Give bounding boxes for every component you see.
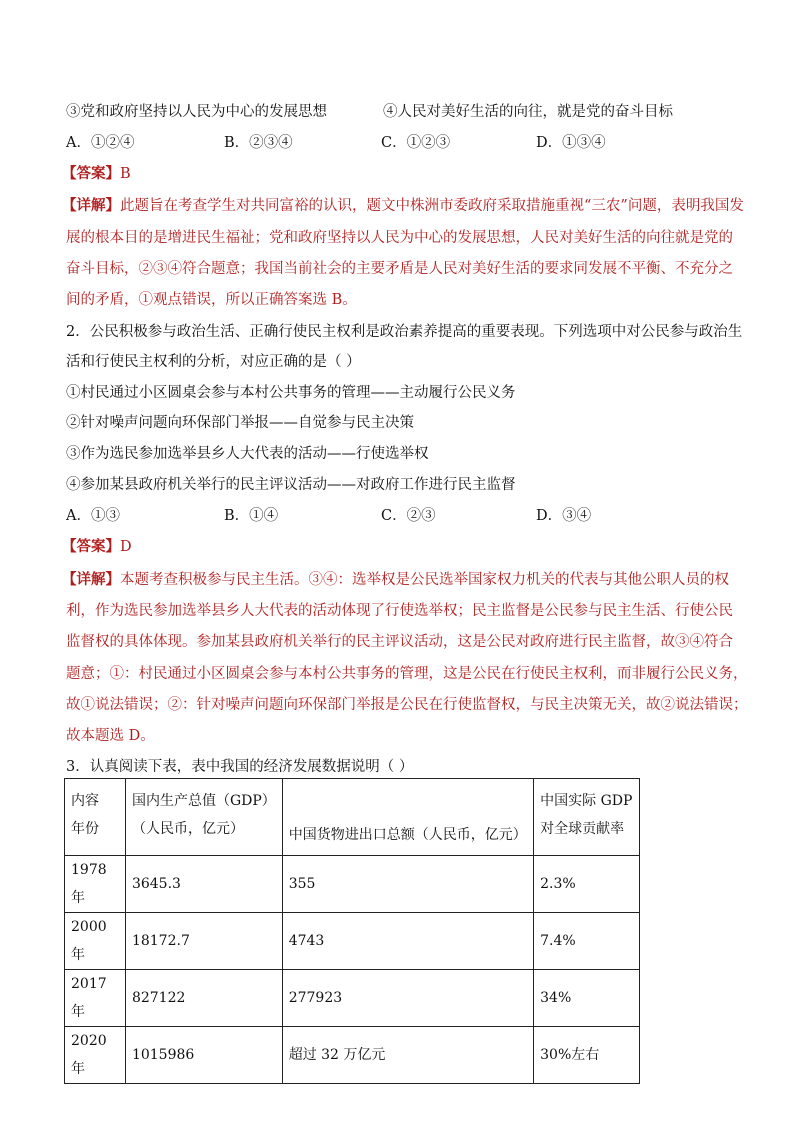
year-cell: 2017 年 [65, 970, 126, 1027]
q2-statement-1: ①村民通过小区圆桌会参与本村公共事务的管理——主动履行公民义务 [66, 385, 516, 401]
q2-detail-line-3: 监督权的具体体现。参加某县政府机关举行的民主评议活动，这是公民对政府进行民主监督，故③④符合 [66, 634, 733, 650]
q1-option-c: C．①②③ [381, 135, 451, 151]
answer-label: 【答案】 [62, 538, 120, 555]
q2-stem-line-1: 2．公民积极参与政治生活、正确行使民主权利是政治素养提高的重要表现。下列选项中对公民参与政治生 [66, 324, 743, 340]
table-row [65, 970, 640, 1027]
year-cell: 1978 年 [65, 856, 126, 913]
corner-bottom-label: 年份 [71, 821, 99, 837]
gdp-cell: 1015986 [125, 1027, 282, 1084]
answer-value: B [120, 166, 131, 182]
table-row [65, 1027, 640, 1084]
gdp-cell: 3645.3 [125, 856, 282, 913]
q2-option-c: C．②③ [381, 508, 436, 524]
q2-option-d: D．③④ [536, 508, 592, 524]
table-row [65, 913, 640, 970]
contrib-header-line-1: 中国实际 GDP [540, 793, 633, 809]
trade-cell: 355 [282, 856, 533, 913]
q2-statement-3: ③作为选民参加选举县乡人大代表的活动——行使选举权 [66, 446, 429, 462]
q2-option-a: A．①③ [66, 508, 120, 524]
contrib-cell: 2.3% [534, 856, 640, 913]
q1-option-b: B．②③④ [224, 135, 293, 151]
gdp-header-line-2: （人民币，亿元） [131, 821, 244, 837]
year-cell: 2000 年 [65, 913, 126, 970]
q2-detail-line-6: 故本题选 D。 [66, 728, 155, 744]
table-header-row [65, 779, 640, 856]
gdp-cell: 827122 [125, 970, 282, 1027]
table-row [65, 856, 640, 913]
q2-detail-line-4: 题意；①：村民通过小区圆桌会参与本村公共事务的管理，这是公民在行使民主权利，而非履行公民义务， [66, 666, 748, 682]
trade-cell: 277923 [282, 970, 533, 1027]
gdp-cell: 18172.7 [125, 913, 282, 970]
corner-top-label: 内容 [71, 793, 99, 809]
economy-data-table [64, 778, 640, 1084]
detail-text: 此题旨在考查学生对共同富裕的认识，题文中株洲市委政府采取措施重视“三农”问题，表明我国发 [120, 198, 744, 214]
q1-answer [62, 164, 131, 184]
year-cell: 2020 年 [65, 1027, 126, 1084]
trade-cell: 超过 32 万亿元 [282, 1027, 533, 1084]
trade-header-cell: 中国货物进出口总额（人民币，亿元） [282, 779, 533, 856]
q2-statement-4: ④参加某县政府机关举行的民主评议活动——对政府工作进行民主监督 [66, 477, 516, 493]
answer-label: 【答案】 [62, 165, 120, 182]
contrib-header-line-2: 对全球贡献率 [540, 821, 625, 837]
detail-label: 【详解】 [62, 197, 120, 214]
answer-value: D [120, 539, 132, 555]
q2-detail-line-1 [62, 570, 729, 590]
gdp-header-cell [125, 779, 282, 856]
q3-stem: 3．认真阅读下表，表中我国的经济发展数据说明（ ） [66, 759, 414, 775]
q2-option-b: B．①④ [224, 508, 279, 524]
q1-statement-3: ③党和政府坚持以人民为中心的发展思想 [66, 104, 327, 120]
q1-detail-line-3: 奋斗目标，②③④符合题意；我国当前社会的主要矛盾是人民对美好生活的要求同发展不平衡、不充分之 [66, 261, 733, 277]
q1-detail-line-2: 展的根本目的是增进民生福祉；党和政府坚持以人民为中心的发展思想，人民对美好生活的向往就是党的 [66, 230, 733, 246]
gdp-header-line-1: 国内生产总值（GDP） [131, 793, 276, 809]
contrib-cell: 7.4% [534, 913, 640, 970]
q1-detail-line-4: 间的矛盾，①观点错误，所以正确答案选 B。 [66, 292, 357, 308]
q2-answer [62, 537, 132, 557]
contrib-header-cell [534, 779, 640, 856]
q2-detail-line-2: 利，作为选民参加选举县乡人大代表的活动体现了行使选举权；民主监督是公民参与民主生活、行使公民 [66, 603, 733, 619]
q1-option-d: D．①③④ [536, 135, 606, 151]
detail-text: 本题考查积极参与民主生活。③④：选举权是公民选举国家权力机关的代表与其他公职人员的权 [120, 572, 729, 588]
trade-cell: 4743 [282, 913, 533, 970]
q2-statement-2: ②针对噪声问题向环保部门举报——自觉参与民主决策 [66, 415, 414, 431]
contrib-cell: 30%左右 [534, 1027, 640, 1084]
q2-detail-line-5: 故①说法错误；②：针对噪声问题向环保部门举报是公民在行使监督权，与民主决策无关，故②说法错误； [66, 697, 748, 713]
q2-stem-line-2: 活和行使民主权利的分析，对应正确的是（ ） [66, 354, 361, 370]
q1-statement-4: ④人民对美好生活的向往，就是党的奋斗目标 [383, 104, 673, 120]
q1-option-a: A．①②④ [66, 135, 135, 151]
contrib-cell: 34% [534, 970, 640, 1027]
q1-detail-line-1 [62, 196, 744, 216]
detail-label: 【详解】 [62, 571, 120, 588]
table-corner-cell [65, 779, 126, 856]
